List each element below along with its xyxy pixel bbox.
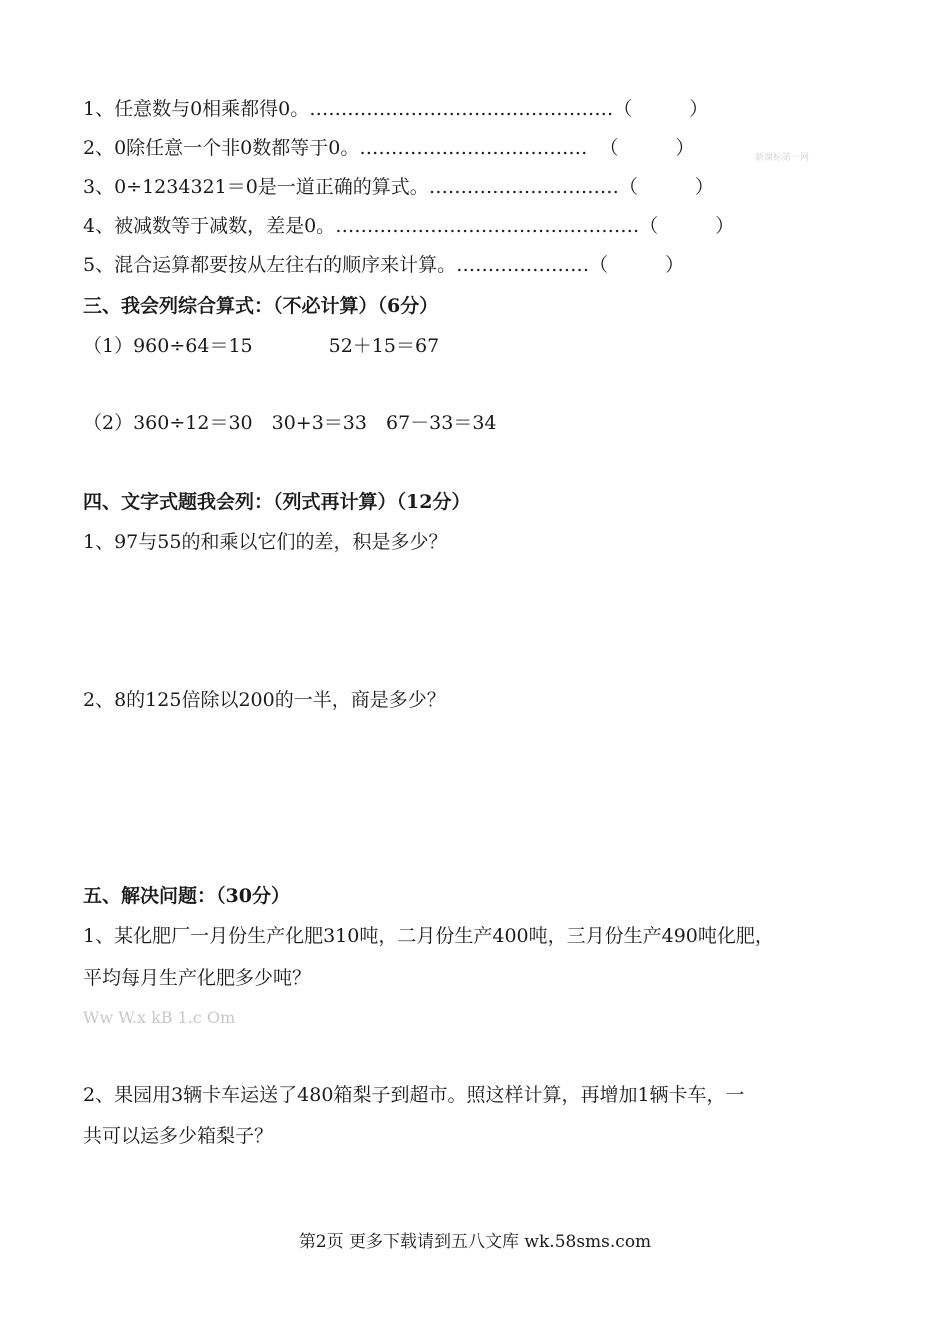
section5-question-2-line-2: 共可以运多少箱梨子？	[83, 1125, 274, 1147]
judge-item-1: 1、任意数与0相乘都得0。…………………………………………（ ）	[83, 98, 709, 120]
watermark-small: 新课标第一网	[755, 153, 810, 163]
section5-question-2-line-1: 2、果园用3辆卡车运送了480箱梨子到超市。照这样计算，再增加1辆卡车，一	[83, 1084, 745, 1106]
section3-question-1: （1）960÷64＝15 52＋15＝67	[83, 335, 440, 357]
watermark-text: Ww W.x kB 1.c Om	[83, 1008, 236, 1027]
section3-title: 三、我会列综合算式：（不必计算）（6分）	[83, 295, 439, 317]
judge-item-5: 5、混合运算都要按从左往右的顺序来计算。…………………（ ）	[83, 254, 685, 276]
section4-title: 四、文字式题我会列：（列式再计算）（12分）	[83, 491, 471, 513]
judge-item-4: 4、被减数等于减数，差是0。…………………………………………（ ）	[83, 215, 735, 237]
judge-item-2: 2、0除任意一个非0数都等于0。……………………………… （ ）	[83, 137, 695, 159]
section5-question-1-line-2: 平均每月生产化肥多少吨？	[83, 967, 312, 989]
section4-question-1: 1、97与55的和乘以它们的差，积是多少？	[83, 531, 448, 553]
page-footer: 第2页 更多下载请到五八文库 wk.58sms.com	[298, 1232, 652, 1252]
judge-item-3: 3、0÷1234321＝0是一道正确的算式。…………………………（ ）	[83, 176, 714, 198]
section3-question-2: （2）360÷12＝30 30+3＝33 67－33＝34	[83, 412, 497, 434]
section5-title: 五、解决问题：（30分）	[83, 885, 290, 907]
section5-question-1-line-1: 1、某化肥厂一月份生产化肥310吨，二月份生产400吨，三月份生产490吨化肥，	[83, 925, 774, 947]
section4-question-2: 2、8的125倍除以200的一半，商是多少？	[83, 689, 446, 711]
